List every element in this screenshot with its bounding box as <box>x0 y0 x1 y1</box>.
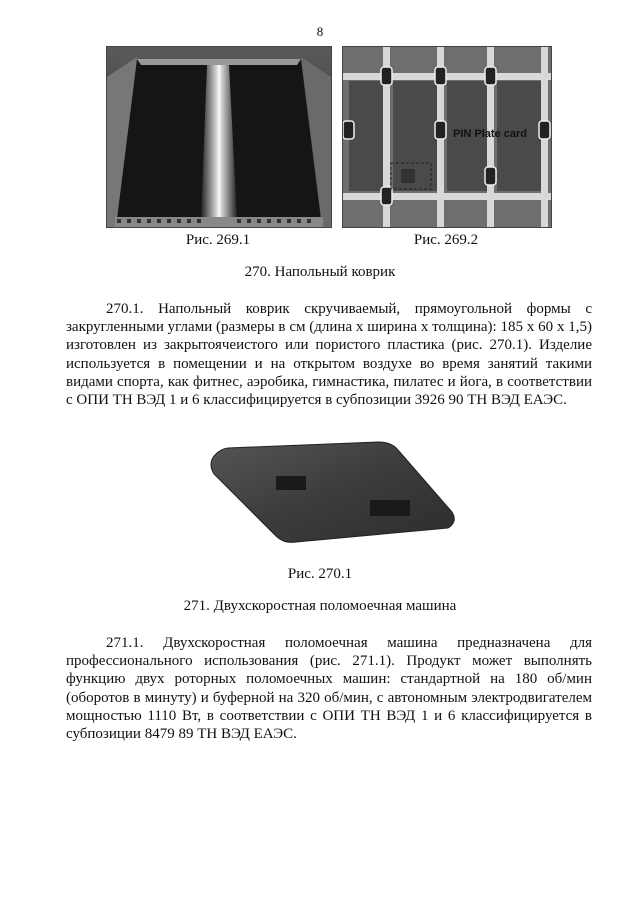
section-271-heading: 271. Двухскоростная поломоечная машина <box>183 598 457 614</box>
figure-270-1-image <box>200 440 460 546</box>
figure-269-1-caption: Рис. 269.1 <box>185 232 251 248</box>
figure-270-1-caption: Рис. 270.1 <box>287 566 353 582</box>
figure-269-1-image <box>106 46 332 228</box>
figure-269-2-caption: Рис. 269.2 <box>413 232 479 248</box>
tile-label: PIN Plate card <box>453 128 527 140</box>
section-271-paragraph: 271.1. Двухскоростная поломоечная машина предназначена для профессионального использования (рис. 271.1). Продукт может выполнять функцию двух роторных поломоечных машин: стандартной на 180 об/мин (оборотов в минуту) и буферной на 320 об/мин, с автономным электродвигателем мощностью 1110 Вт, в соответствии с ОПИ ТН ВЭД 1 и 6 классифицируется в субпозиции 8479 89 ТН ВЭД ЕАЭС. <box>66 635 592 743</box>
section-270-heading: 270. Напольный коврик <box>244 264 396 280</box>
figure-269-2-image <box>342 46 552 228</box>
page-number: 8 <box>316 24 324 39</box>
section-270-paragraph: 270.1. Напольный коврик скручиваемый, прямоугольной формы с закругленными углами (размеры в см (длина x ширина x толщина): 185 x 60 x 1,5) изготовлен из закрытоячеистого или пористого пластика (рис. 270.1). Изделие используется в помещении и на открытом воздухе во время занятий такими видами спорта, как фитнес, аэробика, гимнастика, пилатес и йога, в соответствии с ОПИ ТН ВЭД 1 и 6 классифицируется в субпозиции 3926 90 ТН ВЭД ЕАЭС. <box>66 301 592 409</box>
